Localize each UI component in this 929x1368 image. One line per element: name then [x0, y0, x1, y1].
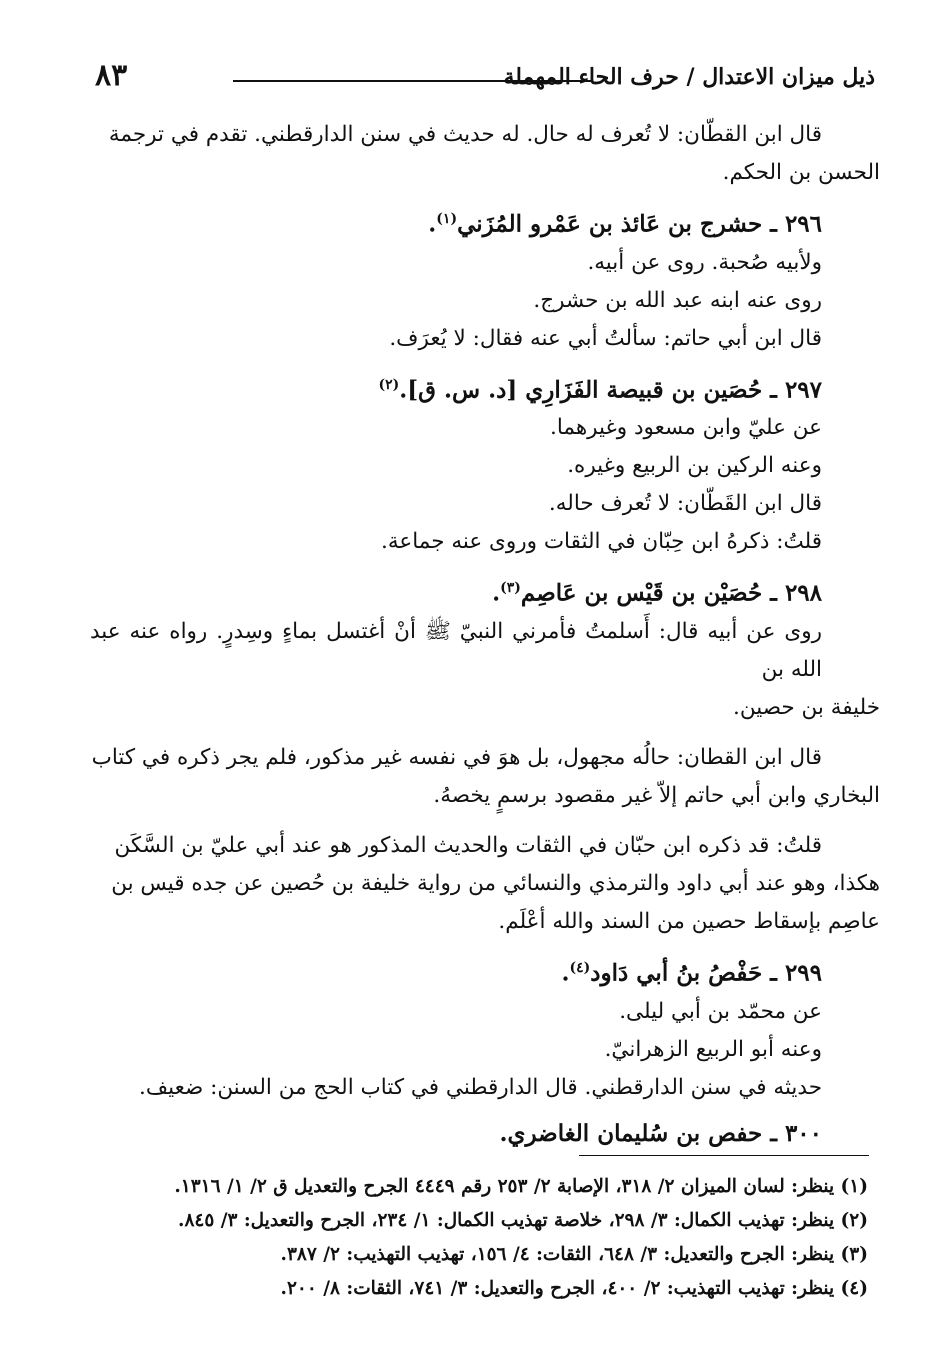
line: عن عليّ وابن مسعود وغيرهما.: [550, 415, 822, 441]
entry-title: ٢٩٧ ـ حُصَين بن قبيصة الفَزَارِي [د. س. ق].: [399, 376, 822, 404]
paragraph: قلتُ: قد ذكره ابن حبّان في الثقات والحديث المذكور هو عند أبي عليّ بن السَّكَن: [114, 832, 822, 858]
line: عاصِم بإسقاط حصين من السند والله أعْلَم.: [498, 908, 880, 934]
paragraph: قال ابن القطّان: لا تُعرف له حال. له حديث في سنن الدارقطني. تقدم في ترجمة: [108, 122, 822, 147]
page-header: [95, 58, 875, 98]
footnote: (١) ينظر: لسان الميزان ٢/ ٣١٨، الإصابة ٢/ ٢٥٣ رقم ٤٤٤٩ الجرح والتعديل ق ٢/ ١/ ١٣١٦.: [174, 1176, 868, 1197]
line: روى عن أبيه قال: أَسلمتُ فأمرني النبيّ ﷺ أنْ أغتسل بماءٍ وسِدرٍ. رواه عنه عبد الله بن: [90, 618, 822, 682]
running-title: ذيل ميزان الاعتدال / حرف الحاء المهملة: [503, 64, 875, 90]
footnote-marker: (٣): [500, 580, 521, 597]
main-text: [90, 116, 880, 1153]
line: وعنه أبو الربيع الزهرانيّ.: [604, 1036, 822, 1062]
entry-title: ٢٩٨ ـ حُصَيْن بن قَيْس بن عَاصِم: [520, 579, 822, 607]
footnote: (٤) ينظر: تهذيب التهذيب: ٢/ ٤٠٠، الجرح والتعديل: ٣/ ٧٤١، الثقات: ٨/ ٢٠٠.: [280, 1278, 868, 1299]
line: قال ابن القَطّان: لا تُعرف حاله.: [548, 491, 822, 517]
footnote-marker: (١): [436, 211, 458, 227]
footnotes: [90, 1170, 868, 1306]
entry-296-heading: [90, 200, 880, 244]
line: عن محمّد بن أبي ليلى.: [619, 998, 822, 1024]
punctuation: .: [492, 579, 501, 607]
line: قال ابن أبي حاتم: سألتُ أبي عنه فقال: لا يُعرَف.: [389, 325, 822, 351]
line: وعنه الركين بن الربيع وغيره.: [567, 453, 822, 479]
entry-297-heading: [90, 366, 880, 410]
line: البخاري وابن أبي حاتم إلاّ غير مقصود برسمٍ يخصهُ.: [433, 782, 880, 808]
punctuation: .: [428, 210, 437, 238]
line: حديثه في سنن الدارقطني. قال الدارقطني في كتاب الحج من السنن: ضعيف.: [139, 1074, 822, 1100]
paragraph: الحسن بن الحكم.: [722, 160, 880, 185]
line: ولأبيه صُحبة. روى عن أبيه.: [587, 249, 822, 275]
line: هكذا، وهو عند أبي داود والترمذي والنسائي من رواية خليفة بن حُصين عن جده قيس بن: [111, 870, 880, 896]
entry-298-heading: [90, 569, 880, 613]
page-number: ٨٣: [95, 58, 128, 93]
line: قلتُ: ذكرهُ ابن حِبّان في الثقات وروى عنه جماعة.: [381, 529, 822, 555]
footnote-marker: (٢): [378, 376, 400, 393]
line: روى عنه ابنه عبد الله بن حشرج.: [533, 287, 822, 313]
footnote: (٣) ينظر: الجرح والتعديل: ٣/ ٦٤٨، الثقات: ٤/ ١٥٦، تهذيب التهذيب: ٢/ ٣٨٧.: [280, 1244, 868, 1265]
entry-title: ٢٩٦ ـ حشرج بن عَائذ بن عَمْرو المُزَني: [457, 210, 822, 238]
entry-299-heading: [90, 949, 880, 993]
paragraph: قال ابن القطان: حالُه مجهول، بل هوَ في نفسه غير مذكور، فلم يجر ذكره في كتاب: [91, 744, 822, 770]
punctuation: .: [561, 959, 570, 987]
footnote-marker: (٤): [569, 959, 591, 976]
line: خليفة بن حصين.: [733, 694, 880, 720]
entry-300-heading: ٣٠٠ ـ حفص بن سُليمان الغاضري.: [499, 1119, 822, 1147]
entry-title: ٢٩٩ ـ حَفْصُ بنُ أبي دَاود: [590, 959, 822, 987]
footnote: (٢) ينظر: تهذيب الكمال: ٣/ ٢٩٨، خلاصة تهذيب الكمال: ١/ ٢٣٤، الجرح والتعديل: ٣/ ٨٤٥.: [178, 1210, 868, 1231]
footnote-rule: [579, 1155, 869, 1156]
